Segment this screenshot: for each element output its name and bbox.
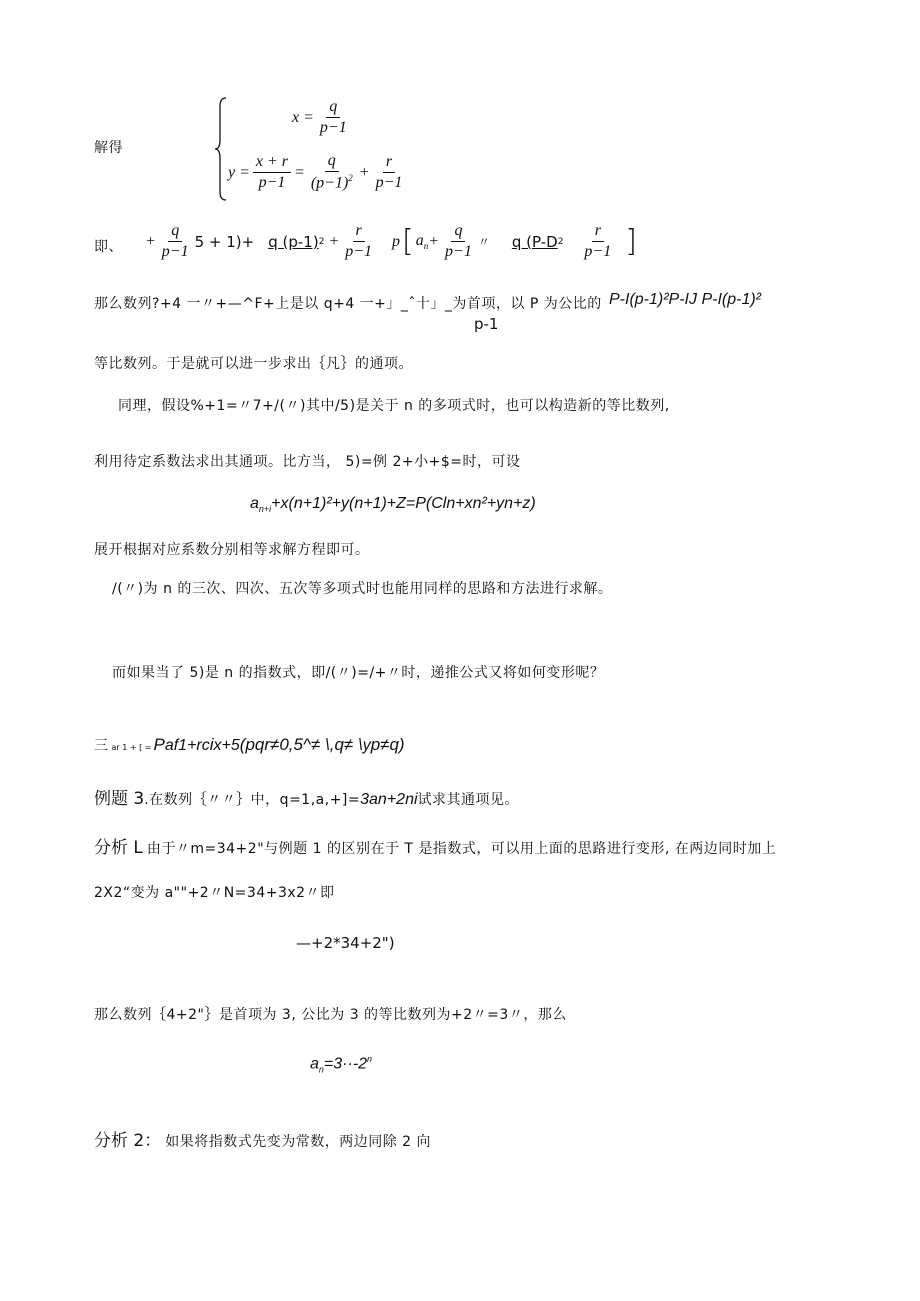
analysis-1: 分析 L 由于〃m=34+2"与例题 1 的区别在于 T 是指数式，可以用上面的思路进行变形, 在两边同时加上 [94, 838, 777, 858]
formula-1: $a_{n+i}+x(n+1)^2+y(n+1)+Z=P(Cln+xn^2+yn+z)$ [250, 495, 536, 515]
line2-math: + $\frac{q}{p-1}$ 5 + 1)+ q (p-1) 2 + $\frac{r}{p-1}$ p [ $a_n$ + $\frac{q}{p-1}$ 〃 q (P-D 2 $\frac{r}{p-1}$ ] [145, 222, 637, 261]
ji-label: 即、 [94, 239, 123, 255]
paragraph-line11: 那么数列｛4+2"｝是首项为 3, 公比为 3 的等比数列为+2〃=3〃，那么 [94, 1007, 567, 1023]
equation-x: x = $\frac{q}{p-1}$ [292, 98, 347, 137]
analysis-2: 分析 2： 如果将指数式先变为常数，两边同除 2 向 [94, 1131, 432, 1151]
example-3: 例题 3 .在数列｛〃〃｝中，q=1,a,+]= 3a n +2 n i 试求其通项见。 [94, 789, 520, 809]
equation-y: y = $\frac{x + r}{p-1}$ = $\frac{q}{(p-1)^2}$ + $\frac{r}{p-1}$ [228, 152, 403, 192]
section-heading-3: 三 a r 1 + [ = P a f1 +rc i x+5 (pqr≠0,5^≠ \,q≠ \ y p≠q) [94, 735, 405, 754]
formula-3: $a_n=3\cdot\cdot-2^n$ [310, 1054, 373, 1075]
line3-sub: p-1 [474, 315, 499, 333]
line3-math: P-I(p-1)²P-IJ P-I(p-1)² [609, 291, 761, 308]
paragraph-line3: 那么数列?+4 一〃+—^F+上是以 q+4 一+」_ˆ十」_为首项，以 P 为公比的 [94, 296, 602, 312]
paragraph-line4: 等比数列。于是就可以进一步求出｛凡｝的通项。 [94, 356, 413, 372]
paragraph-line8: /(〃)为 n 的三次、四次、五次等多项式时也能用同样的思路和方法进行求解。 [112, 581, 613, 597]
paragraph-line7: 展开根据对应系数分别相等求解方程即可。 [94, 542, 370, 558]
paragraph-line9: 而如果当了 5)是 n 的指数式，即/(〃)=/+〃时，递推公式又将如何变形呢？ [112, 665, 605, 681]
paragraph-line10: 2X2“变为 a""+2〃N=34+3x2〃即 [94, 885, 335, 901]
solve-label: 解得 [94, 140, 123, 156]
formula-2: —+2*34+2") [296, 934, 395, 952]
paragraph-line5: 同理，假设%+1=〃7+/(〃)其中/5)是关于 n 的多项式时，也可以构造新的等比数列, [118, 398, 670, 414]
paragraph-line6: 利用待定系数法求出其通项。比方当， 5)=例 2+小+$=时，可设 [94, 454, 521, 470]
